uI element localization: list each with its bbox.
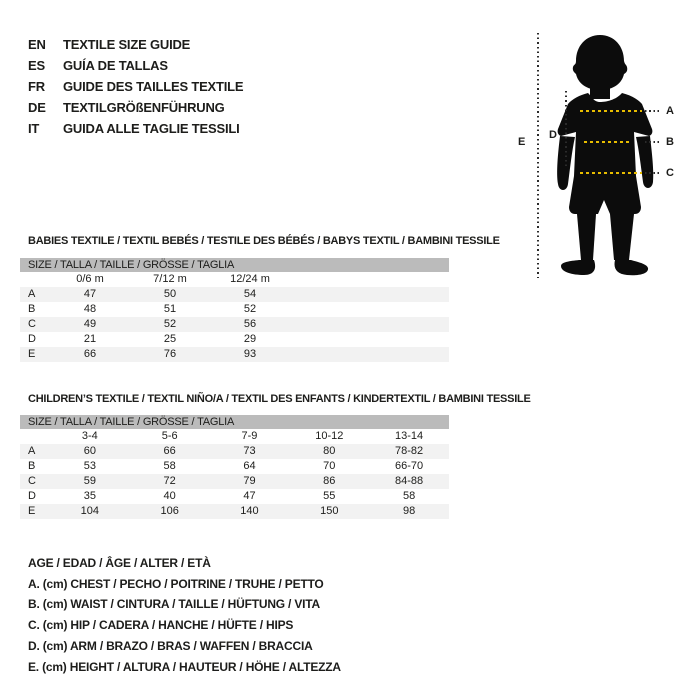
table-row [20,489,449,504]
cell: 58 [163,460,176,472]
measurement-legend [28,553,341,677]
arm-measure-line [565,91,567,169]
table-row [20,459,449,474]
size-header-bar: SIZE / TALLA / TAILLE / GRÖSSE / TAGLIA [20,258,449,272]
language-code: EN [28,37,46,52]
legend-line-hip: C. (cm) HIP / CADERA / HANCHE / HÜFTE / HIPS [28,618,294,633]
column-header-row [20,272,449,287]
cell: 35 [83,490,96,502]
table-row [20,317,449,332]
legend-line-chest: A. (cm) CHEST / PECHO / POITRINE / TRUHE / PETTO [28,576,324,591]
hip-measure-dashes [580,172,642,174]
cell: 73 [243,445,256,457]
row-label: B [28,460,36,472]
chest-leader-dots [645,110,662,112]
language-title: TEXTILE SIZE GUIDE [63,37,191,52]
size-header-bar: SIZE / TALLA / TAILLE / GRÖSSE / TAGLIA [20,415,449,429]
language-title: GUIDA ALLE TAGLIE TESSILI [63,121,240,136]
row-label: A [28,288,36,300]
cell: 52 [243,303,257,315]
language-code: ES [28,58,45,73]
language-code: DE [28,100,46,115]
row-label: D [28,333,36,345]
legend-line-height: E. (cm) HEIGHT / ALTURA / HAUTEUR / HÖHE / ALTEZZA [28,659,341,674]
cell: 140 [240,505,259,517]
language-code: IT [28,121,40,136]
cell: 58 [402,490,416,502]
language-row-it [28,118,243,139]
table-row [20,474,449,489]
cell: 98 [402,505,416,517]
marker-label-chest: A [666,105,674,117]
table-row [20,504,449,519]
cell: 56 [243,318,257,330]
cell: 60 [83,445,96,457]
cell: 50 [163,288,177,300]
cell: 53 [83,460,96,472]
cell: 64 [243,460,256,472]
table-row [20,347,449,362]
cell: 80 [323,445,336,457]
column-header: 7-9 [241,430,258,442]
cell: 76 [163,348,177,360]
column-header-row [20,429,449,444]
children-section-title: CHILDREN’S TEXTILE / TEXTIL NIÑO/A / TEXTIL DES ENFANTS / KINDERTEXTIL / BAMBINI TESSILE [28,393,531,405]
row-label: D [28,490,36,502]
language-title: GUÍA DE TALLAS [63,58,168,73]
table-row [20,302,449,317]
cell: 21 [83,333,97,345]
cell: 48 [83,303,97,315]
cell: 70 [323,460,336,472]
cell: 104 [80,505,100,517]
children-size-table [20,415,449,519]
cell: 40 [163,490,176,502]
column-header: 10-12 [315,430,344,442]
cell: 47 [243,490,256,502]
babies-section-title: BABIES TEXTILE / TEXTIL BEBÉS / TESTILE DES BÉBÉS / BABYS TEXTIL / BAMBINI TESSILE [28,235,500,247]
cell: 49 [83,318,97,330]
cell: 55 [323,490,336,502]
marker-label-hip: C [666,167,674,179]
legend-line-arm: D. (cm) ARM / BRAZO / BRAS / WAFFEN / BRACCIA [28,638,313,653]
column-header: 7/12 m [153,273,187,285]
table-row [20,444,449,459]
marker-label-arm: D [549,129,557,141]
column-header: 0/6 m [76,273,104,285]
cell: 72 [163,475,176,487]
babies-size-table [20,258,449,362]
legend-line-age: AGE / EDAD / ÂGE / ALTER / ETÀ [28,556,211,570]
row-label: E [28,505,36,517]
column-header: 5-6 [161,430,178,442]
height-measure-line [537,33,539,278]
cell: 150 [320,505,339,517]
row-label: A [28,445,36,457]
row-label: E [28,348,36,360]
cell: 86 [323,475,336,487]
language-row-de [28,97,243,118]
cell: 84-88 [395,475,424,487]
column-header: 13-14 [395,430,424,442]
cell: 66 [83,348,97,360]
language-title-list [28,34,243,139]
column-header: 3-4 [81,430,98,442]
cell: 54 [243,288,257,300]
cell: 79 [243,475,256,487]
language-code: FR [28,79,45,94]
row-label: B [28,303,36,315]
legend-line-waist: B. (cm) WAIST / CINTURA / TAILLE / HÜFTUNG / VITA [28,597,320,612]
cell: 59 [83,475,96,487]
language-row-en [28,34,243,55]
column-header: 12/24 m [230,273,270,285]
language-title: TEXTILGRÖßENFÜHRUNG [63,100,225,115]
language-title: GUIDE DES TAILLES TEXTILE [63,79,244,94]
cell: 93 [243,348,257,360]
marker-label-height: E [518,136,526,148]
cell: 66-70 [395,460,424,472]
hip-leader-dots [645,172,662,174]
waist-measure-dashes [584,141,630,143]
corner-cell [20,429,50,444]
marker-label-waist: B [666,136,674,148]
table-row [20,332,449,347]
cell: 78-82 [395,445,424,457]
cell: 51 [163,303,177,315]
language-row-es [28,55,243,76]
language-row-fr [28,76,243,97]
row-label: C [28,318,36,330]
row-label: C [28,475,36,487]
chest-measure-dashes [580,110,642,112]
cell: 25 [163,333,177,345]
cell: 47 [83,288,97,300]
cell: 106 [160,505,179,517]
cell: 52 [163,318,177,330]
cell: 66 [163,445,176,457]
cell: 29 [243,333,257,345]
corner-cell [20,272,50,287]
waist-leader-dots [645,141,662,143]
table-row [20,287,449,302]
